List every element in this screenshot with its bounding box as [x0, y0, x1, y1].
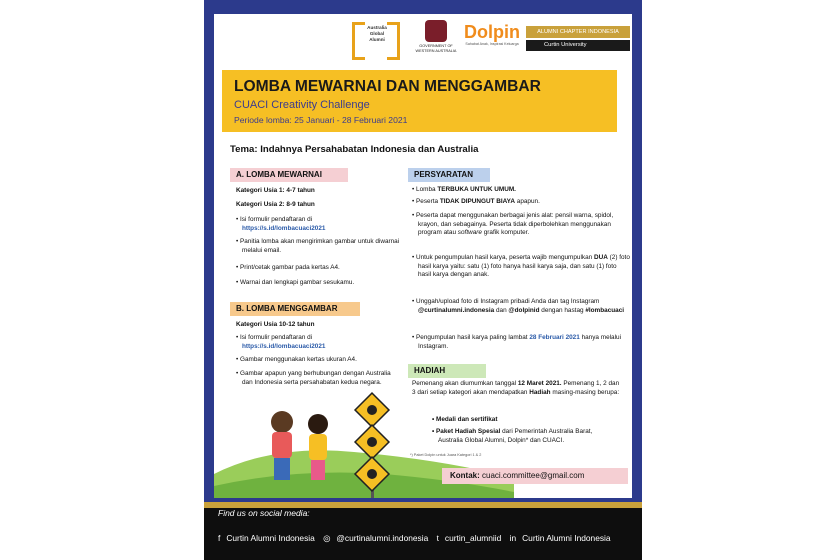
requirement-5-text: • Unggah/upload foto di Instagram pribadi Anda dan tag Instagram	[412, 298, 600, 305]
children-illustration	[254, 406, 344, 486]
prizes-announcement	[412, 380, 624, 397]
curtin-logo	[526, 26, 630, 54]
requirements-label: PERSYARATAN	[408, 168, 490, 182]
requirement-2-tail: apapun.	[514, 198, 540, 205]
requirement-3-text: • Peserta dapat menggunakan berbagai jenis alat: pensil warna, spidol, krayon, dan sebagainya. Peserta tidak diperbolehkan menggunakan program atau	[412, 212, 614, 237]
requirement-3-tail: grafik komputer.	[481, 229, 530, 237]
prize-note: *) Paket Dolpin untuk Juara Kategori 1 & 2	[410, 453, 482, 457]
prizes-label: HADIAH	[408, 364, 486, 378]
section-b-bullet-3: • Gambar apapun yang berhubungan dengan Australia dan Indonesia serta persahabatan kedua negara.	[236, 370, 391, 386]
section-a-label: A. LOMBA MEWARNAI	[230, 168, 348, 182]
logo-bar	[214, 14, 632, 64]
section-a-bullet-2: • Panitia lomba akan mengirimkan gambar untuk diwarnai melalui email.	[236, 238, 400, 254]
requirement-1-emphasis: TERBUKA UNTUK UMUM.	[437, 186, 516, 193]
requirement-2-text: • Peserta	[412, 198, 440, 205]
requirement-6-tail: hanya melalui Instagram.	[418, 334, 622, 350]
contact-email[interactable]: cuaci.committee@gmail.com	[482, 471, 585, 480]
child-1-legs	[274, 458, 290, 480]
requirement-6-text: • Pengumpulan hasil karya paling lambat	[412, 334, 530, 341]
requirement-6	[412, 334, 630, 351]
registration-link-a[interactable]: https://s.id/lombacuaci2021	[242, 224, 326, 232]
requirement-1	[412, 186, 624, 195]
requirement-4-tail: (2) foto hasil karya yaitu: satu (1) foto hanya hasil karya saja, dan satu (1) foto hasil karya dengan anak.	[418, 254, 630, 279]
poster-card	[214, 14, 632, 498]
requirement-3-italic: software	[457, 229, 482, 237]
requirement-5-hashtag-text: dengan hastag	[539, 306, 586, 314]
section-a-bullet-4: • Warnai dan lengkapi gambar sesukamu.	[236, 279, 355, 286]
requirement-4	[412, 254, 630, 280]
section-a-bullet-3: • Print/cetak gambar pada kertas A4.	[236, 264, 340, 271]
child-2-body	[309, 434, 327, 460]
section-b-category: Kategori Usia 10-12 tahun	[236, 321, 315, 328]
poster	[204, 0, 642, 560]
child-1-head	[271, 411, 293, 433]
deadline-date: 28 Februari 2021	[529, 334, 580, 341]
kangaroo-icon	[367, 405, 377, 415]
footer-social-row	[218, 533, 617, 543]
footer-find-us: Find us on social media:	[218, 508, 310, 518]
requirement-2	[412, 198, 624, 207]
emu-icon	[367, 469, 377, 479]
competition-period: Periode lomba: 25 Januari - 28 Februari 2021	[234, 115, 408, 125]
prize-item-1: • Medali dan sertifikat	[432, 416, 498, 423]
requirement-3	[412, 212, 630, 238]
announcement-date: 12 Maret 2021.	[517, 380, 562, 387]
australia-alumni-logo	[352, 22, 400, 54]
instagram-icon[interactable]: ◎	[323, 533, 331, 543]
gov-wa-text: GOVERNMENT OF WESTERN AUSTRALIA	[415, 44, 457, 53]
prize-item-2-title: • Paket Hadiah Spesial	[432, 428, 501, 435]
curtin-university-label: Curtin University	[526, 40, 630, 51]
contact-label: Kontak:	[450, 471, 480, 480]
facebook-icon[interactable]: f	[218, 533, 221, 543]
section-b-label: B. LOMBA MENGGAMBAR	[230, 302, 360, 316]
dolpin-name: Dolpin	[464, 22, 520, 42]
alumni-chapter-label: ALUMNI CHAPTER INDONESIA	[526, 26, 630, 38]
child-2-head	[308, 414, 328, 434]
requirement-4-emphasis: DUA	[594, 254, 608, 261]
instagram-handle-dolpin: @dolpinid	[508, 306, 540, 314]
theme-heading: Tema: Indahnya Persahabatan Indonesia dan Australia	[230, 144, 479, 155]
section-b-bullet-1	[236, 334, 394, 351]
facebook-link[interactable]: Curtin Alumni Indonesia	[226, 533, 315, 543]
title-banner	[222, 70, 617, 132]
linkedin-icon[interactable]: in	[509, 533, 517, 543]
road-signs-illustration	[344, 390, 400, 498]
child-1-body	[272, 432, 292, 458]
requirement-2-emphasis: TIDAK DIPUNGUT BIAYA	[439, 198, 515, 205]
footer	[204, 502, 642, 560]
crest-icon	[425, 20, 447, 42]
prizes-announcement-text: Pemenang akan diumumkan tanggal	[412, 380, 518, 387]
prize-item-2-text: dari Pemerintah Australia Barat, Australia Global Alumni, Dolpin* dan CUACI.	[438, 428, 593, 444]
child-2-legs	[311, 460, 325, 480]
requirement-5	[412, 298, 630, 315]
registration-link-b[interactable]: https://s.id/lombacuaci2021	[242, 342, 326, 350]
section-b-bullet-2: • Gambar menggunakan kertas ukuran A4.	[236, 356, 357, 363]
section-a-bullet-1	[236, 216, 394, 233]
page-title: LOMBA MEWARNAI DAN MENGGAMBAR	[234, 78, 541, 95]
twitter-link[interactable]: curtin_alumniid	[444, 533, 502, 543]
section-a-bullet-1-text: • Isi formulir pendaftaran di	[236, 216, 313, 223]
dolpin-logo	[464, 22, 520, 56]
section-b-bullet-1-text: • Isi formulir pendaftaran di	[236, 334, 313, 341]
gov-wa-logo	[414, 20, 458, 60]
page-subtitle: CUACI Creativity Challenge	[234, 99, 370, 111]
prizes-tail: masing-masing berupa:	[550, 388, 620, 396]
linkedin-link[interactable]: Curtin Alumni Indonesia	[522, 533, 611, 543]
koala-icon	[367, 437, 377, 447]
australia-alumni-logo-text: Australia Global Alumni	[367, 25, 387, 42]
requirement-4-text: • Untuk pengumpulan hasil karya, peserta wajib mengumpulkan	[412, 254, 594, 261]
requirement-1-text: • Lomba	[412, 186, 438, 193]
hashtag: #lombacuaci	[585, 306, 625, 314]
prize-word: Hadiah	[529, 388, 551, 396]
section-a-category-1: Kategori Usia 1: 4-7 tahun	[236, 187, 315, 194]
section-a-category-2: Kategori Usia 2: 8-9 tahun	[236, 201, 315, 208]
instagram-link[interactable]: @curtinalumni.indonesia	[336, 533, 429, 543]
prizes-winners-text: Pemenang 1, 2 dan 3 dari setiap kategori akan mendapatkan	[412, 380, 620, 396]
dolpin-tagline: Sahabat Anak, Inspirasi Keluarga	[465, 42, 519, 46]
instagram-handle-curtin: @curtinalumni.indonesia	[418, 306, 495, 314]
requirement-5-and: dan	[494, 306, 509, 314]
contact-box	[442, 468, 628, 484]
twitter-icon[interactable]: t	[436, 533, 439, 543]
